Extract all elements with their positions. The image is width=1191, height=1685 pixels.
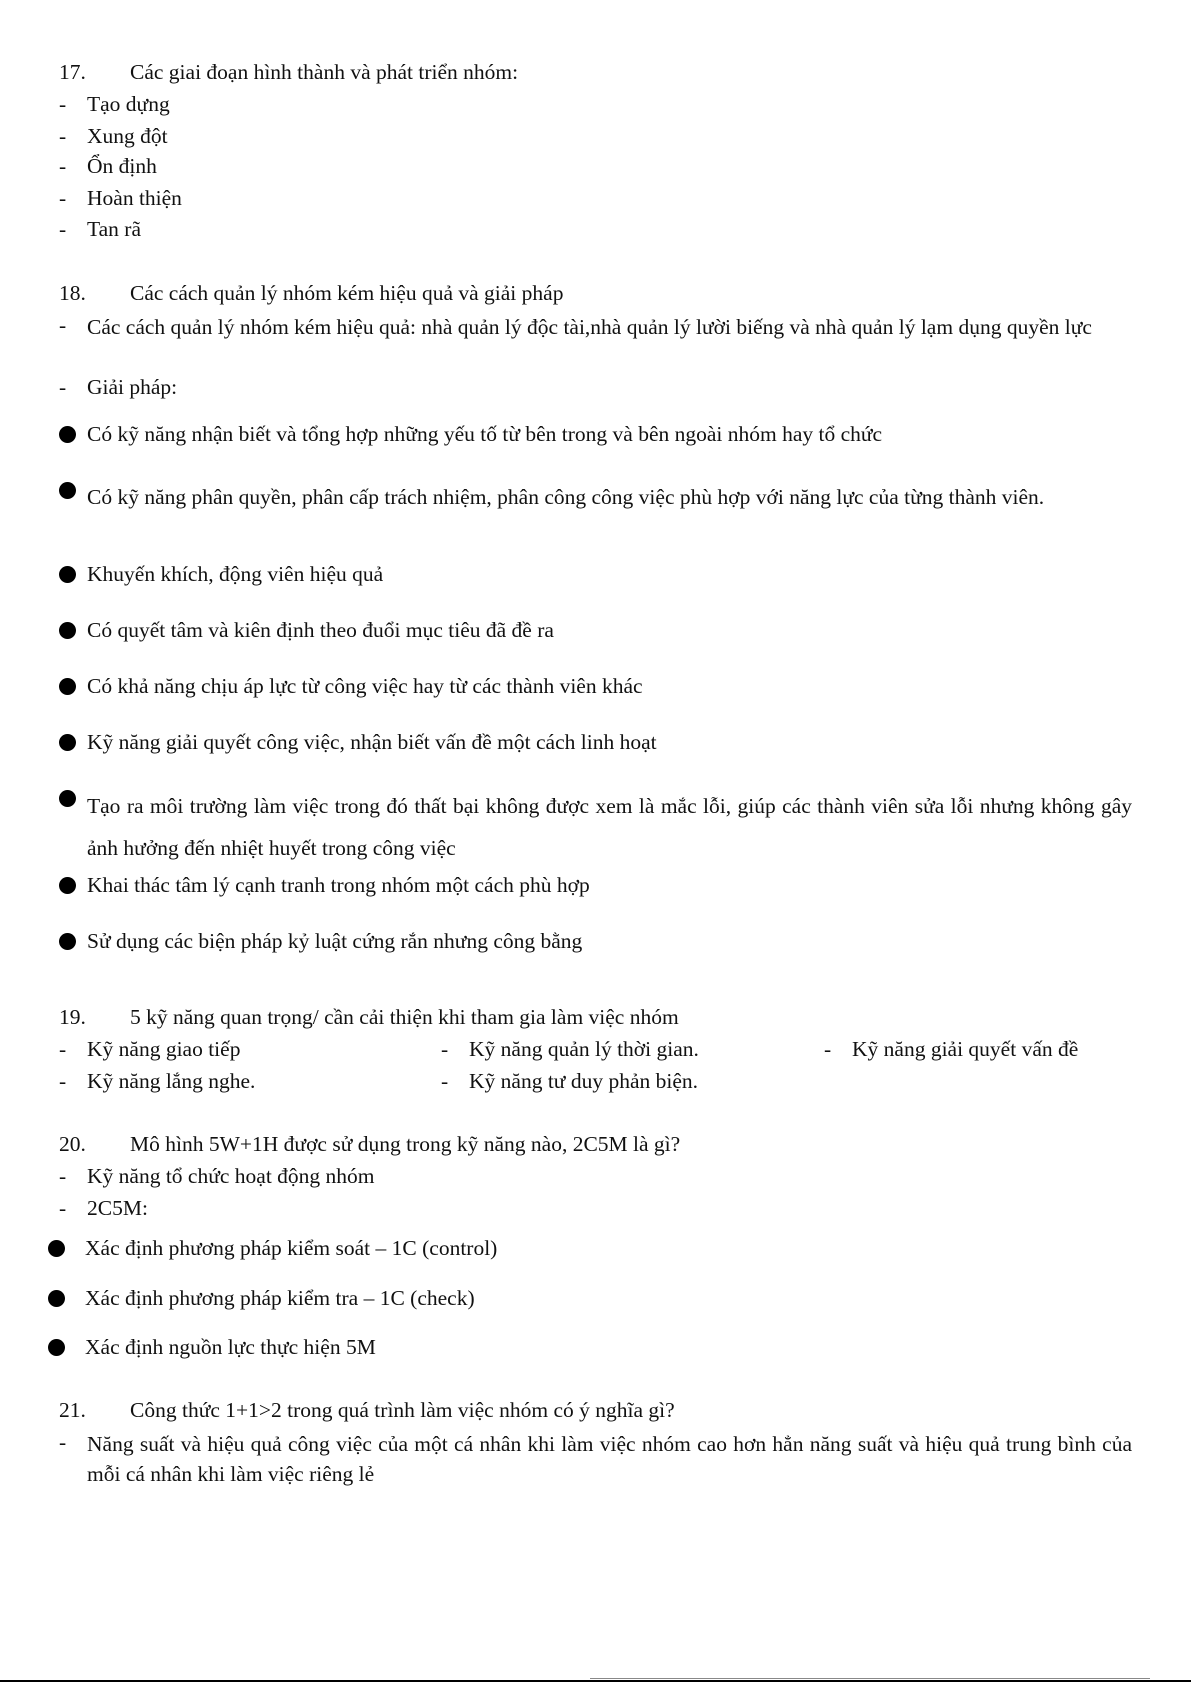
- list-item: Tạo dựng: [87, 92, 170, 116]
- section-number: 18.: [59, 281, 86, 305]
- section-title: Các cách quản lý nhóm kém hiệu quả và giải pháp: [130, 281, 564, 305]
- section-title: Công thức 1+1>2 trong quá trình làm việc nhóm có ý nghĩa gì?: [130, 1398, 675, 1422]
- bullet-item: Có quyết tâm và kiên định theo đuổi mục tiêu đã đề ra: [87, 618, 554, 642]
- dash-marker: -: [59, 217, 67, 241]
- bullet-icon: [59, 933, 76, 950]
- list-item: Giải pháp:: [87, 375, 178, 399]
- dash-marker: -: [59, 124, 67, 148]
- bullet-item: Xác định phương pháp kiểm tra – 1C (check): [85, 1286, 475, 1310]
- dash-marker: -: [59, 1037, 67, 1061]
- bullet-item: Có kỹ năng phân quyền, phân cấp trách nhiệm, phân công công việc phù hợp với năng lực của từng thành viên.: [87, 485, 1045, 509]
- page-divider: [590, 1678, 1150, 1679]
- dash-marker: -: [59, 186, 67, 210]
- dash-marker: -: [59, 1196, 67, 1220]
- bullet-icon: [59, 566, 76, 583]
- dash-marker: -: [59, 375, 67, 399]
- bullet-item: Xác định phương pháp kiểm soát – 1C (control): [85, 1236, 498, 1260]
- section-title: Mô hình 5W+1H được sử dụng trong kỹ năng nào, 2C5M là gì?: [130, 1132, 681, 1156]
- list-item: Kỹ năng giao tiếp: [87, 1037, 241, 1061]
- section-number: 19.: [59, 1005, 86, 1029]
- list-item: Tan rã: [87, 217, 142, 241]
- list-item: Kỹ năng tổ chức hoạt động nhóm: [87, 1164, 375, 1188]
- bullet-icon: [48, 1339, 65, 1356]
- section-number: 20.: [59, 1132, 86, 1156]
- list-item: Năng suất và hiệu quả công việc của một cá nhân khi làm việc nhóm cao hơn hẳn năng suất và hiệu quả trung bình của mỗi cá nhân khi làm việc riêng lẻ: [87, 1432, 1132, 1486]
- list-item: 2C5M:: [87, 1196, 148, 1220]
- section-title: 5 kỹ năng quan trọng/ cần cải thiện khi tham gia làm việc nhóm: [130, 1005, 679, 1029]
- list-item: Các cách quản lý nhóm kém hiệu quả: nhà quản lý độc tài,nhà quản lý lười biếng và nhà quản lý lạm dụng quyền lực: [87, 315, 1092, 339]
- dash-marker: -: [59, 313, 67, 337]
- dash-marker: -: [441, 1037, 449, 1061]
- bullet-item: Có kỹ năng nhận biết và tổng hợp những yếu tố từ bên trong và bên ngoài nhóm hay tổ chức: [87, 422, 883, 446]
- dash-marker: -: [441, 1069, 449, 1093]
- list-item: Ổn định: [87, 154, 157, 178]
- section-title: Các giai đoạn hình thành và phát triển nhóm:: [130, 60, 519, 84]
- bullet-item: Khuyến khích, động viên hiệu quả: [87, 562, 384, 586]
- dash-marker: -: [824, 1037, 832, 1061]
- list-item: Kỹ năng quản lý thời gian.: [469, 1037, 699, 1061]
- list-item: Xung đột: [87, 124, 168, 148]
- bullet-icon: [48, 1240, 65, 1257]
- bullet-icon: [48, 1290, 65, 1307]
- dash-marker: -: [59, 92, 67, 116]
- bullet-item: Khai thác tâm lý cạnh tranh trong nhóm một cách phù hợp: [87, 873, 590, 897]
- page-bottom-edge: [0, 1680, 1191, 1682]
- bullet-item: Tạo ra môi trường làm việc trong đó thất bại không được xem là mắc lỗi, giúp các thành viên sửa lỗi nhưng không gây ảnh hưởng đến nhiệt huyết trong công việc: [87, 794, 1132, 860]
- list-item: Kỹ năng giải quyết vấn đề: [852, 1037, 1079, 1061]
- bullet-icon: [59, 877, 76, 894]
- bullet-icon: [59, 622, 76, 639]
- bullet-item: Có khả năng chịu áp lực từ công việc hay từ các thành viên khác: [87, 674, 643, 698]
- bullet-icon: [59, 790, 76, 807]
- bullet-icon: [59, 734, 76, 751]
- bullet-icon: [59, 482, 76, 499]
- dash-marker: -: [59, 1164, 67, 1188]
- list-item: Hoàn thiện: [87, 186, 182, 210]
- list-item: Kỹ năng lắng nghe.: [87, 1069, 256, 1093]
- dash-marker: -: [59, 1069, 67, 1093]
- dash-marker: -: [59, 1430, 67, 1454]
- list-item: Kỹ năng tư duy phản biện.: [469, 1069, 699, 1093]
- bullet-item: Kỹ năng giải quyết công việc, nhận biết vấn đề một cách linh hoạt: [87, 730, 657, 754]
- section-number: 17.: [59, 60, 86, 84]
- section-number: 21.: [59, 1398, 86, 1422]
- bullet-item: Sử dụng các biện pháp kỷ luật cứng rắn nhưng công bằng: [87, 929, 583, 953]
- bullet-item: Xác định nguồn lực thực hiện 5M: [85, 1335, 376, 1359]
- bullet-icon: [59, 426, 76, 443]
- bullet-icon: [59, 678, 76, 695]
- dash-marker: -: [59, 154, 67, 178]
